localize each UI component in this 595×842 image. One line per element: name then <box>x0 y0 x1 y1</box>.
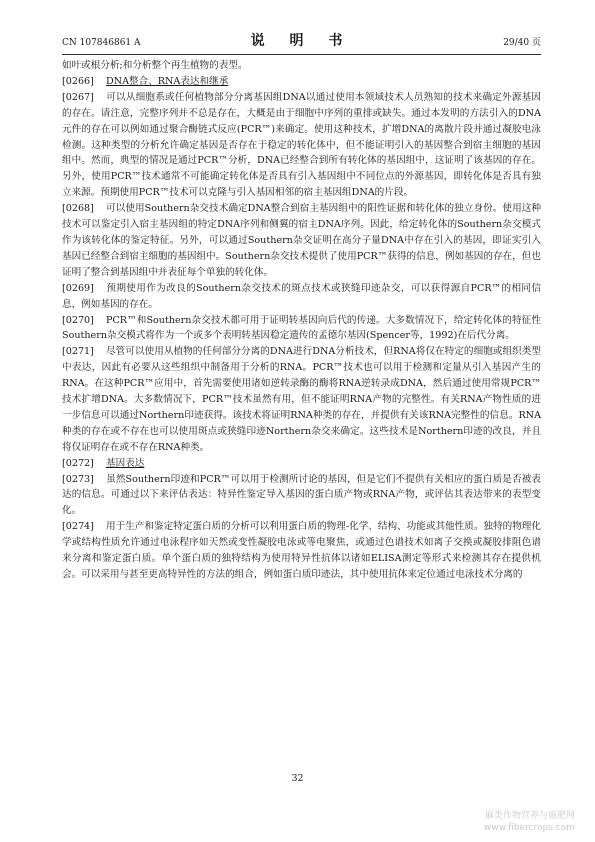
paragraph <box>62 90 541 201</box>
paragraph-text: 预期使用作为改良的Southern杂交技术的斑点技术或狭缝印迹杂交，可以获得源自PCR™的相同信息，例如基因的存在。 <box>62 282 541 310</box>
paragraph-number: [0270] <box>62 314 94 326</box>
paragraph-text: 可以使用Southern杂交技术确定DNA整合到宿主基因组中的阳性证据和转化体的独立身份。使用这种技术可以鉴定引入宿主基因组的特定DNA序列和侧翼的宿主DNA序列。因此，给定转化体的Southern杂交模式作为该转化体的鉴定特征。另外，可以通过Southern杂交证明在高分子量DNA中存在引入的基因，即证实引入基因已经整合到宿主细胞的基因组中。Southern杂交技术提供了使用PCR™获得的信息，例如基因的存在，但也证明了整合到基因组中并表征每个单独的转化体。 <box>62 203 541 278</box>
paragraph-text: 虽然Southern印迹和PCR™可以用于检测所讨论的基因，但是它们不提供有关相应的蛋白质是否被表达的信息。可通过以下来评估表达：特异性鉴定导入基因的蛋白质产物或RNA产物，或评估其表达带来的表型变化。 <box>62 473 541 517</box>
paragraph-number: [0268] <box>62 203 94 215</box>
paragraph-continuation <box>62 58 541 74</box>
paragraph <box>62 472 541 520</box>
section-title: DNA整合、RNA表达和继承 <box>106 75 229 87</box>
paragraph-number: [0271] <box>62 346 94 358</box>
paragraph-text: 用于生产和鉴定特定蛋白质的分析可以利用蛋白质的物理-化学、结构、功能或其他性质。独特的物理化学或结构性质允许通过电泳程序如天然或变性凝胶电泳或等电聚焦，或通过色谱技术如离子交换或凝胶排阻色谱来分离和鉴定蛋白质。单个蛋白质的独特结构为使用特异性抗体以诸如ELISA测定等形式来检测其存在提供机会。可以采用与甚至更高特异性的方法的组合，例如蛋白质印迹法，其中使用抗体来定位通过电泳技术分离的 <box>62 521 541 580</box>
header-rule <box>62 54 541 55</box>
paragraph-number: [0273] <box>62 473 94 485</box>
page-number: 32 <box>291 773 304 784</box>
watermark <box>484 810 575 834</box>
section-heading <box>62 456 541 472</box>
paragraph-number: [0272] <box>62 457 94 469</box>
watermark-line-1: 麻类作物营养与施肥网 <box>484 811 575 821</box>
paragraph-number: [0274] <box>62 521 94 533</box>
section-heading <box>62 74 541 90</box>
paragraph <box>62 313 541 345</box>
paragraph-number: [0269] <box>62 282 94 294</box>
paragraph-text: 可以从细胞系或任何植物部分分离基因组DNA以通过使用本领域技术人员熟知的技术来确定外源基因的存在。请注意，完整序列并不总是存在，大概是由于细胞中序列的重排或缺失。通过本发明的方法引入的DNA元件的存在可以例如通过聚合酶链式反应(PCR™)来确定。使用这种技术，扩增DNA的离散片段并通过凝胶电泳检测。这种类型的分析允许确定基因是否存在于稳定的转化体中，但不能证明引入的基因整合到宿主细胞的基因组中。然而，典型的情况是通过PCR™分析，DNA已经整合到所有转化体的基因组中，这证明了该基因的存在。另外，使用PCR™技术通常不可能确定转化体是否具有引入基因组中不同位点的外源基因，即转化体是否具有独立来源。预期使用PCR™技术可以克隆与引入基因相邻的宿主基因组DNA的片段。 <box>62 91 541 199</box>
document-body <box>62 58 541 583</box>
page-header <box>62 34 541 52</box>
paragraph <box>62 344 541 455</box>
paragraph-text: 如叶或根分析;和分析整个再生植物的表型。 <box>62 60 248 71</box>
document-title: 说 明 书 <box>250 33 353 49</box>
paragraph <box>62 519 541 583</box>
page-of-indicator: 29/40 页 <box>503 38 541 48</box>
paragraph-number: [0267] <box>62 91 94 103</box>
watermark-line-2: www.fibercrops.com <box>484 823 575 833</box>
paragraph-number: [0266] <box>62 75 94 87</box>
paragraph-text: PCR™和Southern杂交技术都可用于证明转基因向后代的传递。大多数情况下，给定转化体的特征性Southern杂交模式将作为一个或多个表明转基因稳定遗传的孟德尔基因(Spencer等，1992)在后代分离。 <box>62 314 541 342</box>
paragraph <box>62 281 541 313</box>
patent-number: CN 107846861 A <box>62 38 141 48</box>
paragraph-text: 尽管可以使用从植物的任何部分分离的DNA进行DNA分析技术，但RNA将仅在特定的细胞或组织类型中表达，因此有必要从这些组织中制备用于分析的RNA。PCR™技术也可以用于检测和定量从引入基因产生的RNA。在这种PCR™应用中，首先需要使用诸如逆转录酶的酶将RNA逆转录成DNA，然后通过使用常规PCR™技术扩增DNA。大多数情况下，PCR™技术虽然有用，但不能证明RNA产物的完整性。有关RNA产物性质的进一步信息可以通过Northern印迹获得。该技术将证明RNA种类的存在，并提供有关该RNA完整性的信息。RNA种类的存在或不存在也可以使用斑点或狭缝印迹Northern杂交来确定。这些技术是Northern印迹的改良，并且将仅证明存在或不存在RNA种类。 <box>62 346 541 453</box>
paragraph <box>62 201 541 281</box>
section-title: 基因表达 <box>106 457 145 469</box>
